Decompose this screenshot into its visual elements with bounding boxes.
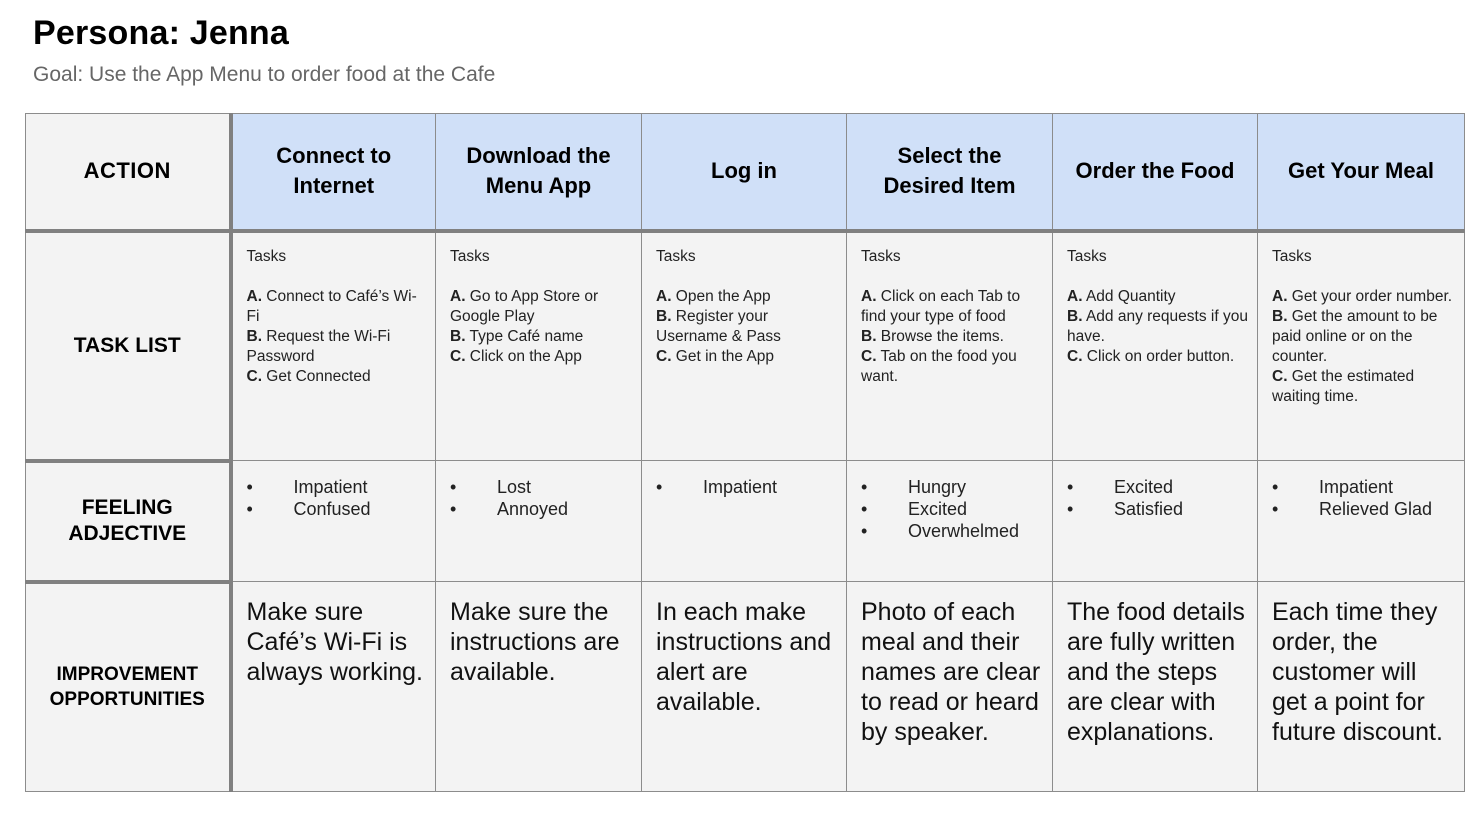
feeling-item	[861, 520, 1046, 542]
feeling-item	[1272, 476, 1458, 498]
task-item	[1272, 287, 1456, 307]
row-label-task-list	[26, 231, 231, 461]
task-text: Get Connected	[262, 367, 371, 385]
row-label-action	[26, 114, 231, 231]
task-item	[656, 287, 838, 307]
task-letter: A.	[1272, 287, 1288, 305]
feeling-text: Impatient	[1319, 477, 1394, 497]
tasks-heading: Tasks	[1067, 247, 1107, 265]
improvement-row	[26, 582, 1465, 792]
page-title: Persona: Jenna	[33, 14, 290, 52]
task-letter: C.	[246, 367, 262, 385]
feeling-list	[233, 461, 436, 520]
feeling-list	[436, 461, 641, 520]
bullet-icon: •	[246, 499, 253, 519]
task-text: Tab on the food you want.	[861, 347, 1017, 385]
stage-header-cell	[642, 114, 847, 231]
task-item	[656, 347, 838, 367]
bullet-icon: •	[656, 477, 663, 497]
journey-map-table	[25, 113, 1465, 792]
task-text: Go to App Store or Google Play	[450, 287, 599, 325]
task-list-cell	[436, 231, 642, 461]
task-item	[861, 327, 1044, 347]
feeling-row	[26, 461, 1465, 582]
feeling-item	[861, 498, 1046, 520]
feeling-list	[1258, 461, 1464, 520]
feeling-cell	[847, 461, 1053, 582]
feeling-list	[1053, 461, 1257, 520]
row-label-feeling	[26, 461, 231, 582]
stage-header-label: Download the Menu App	[466, 143, 611, 199]
task-item	[450, 287, 633, 327]
task-text: Click on order button.	[1082, 347, 1235, 365]
task-item	[656, 307, 838, 347]
bullet-icon: •	[450, 499, 457, 519]
action-row	[26, 114, 1465, 231]
row-label-task-list-text: TASK LIST	[73, 333, 181, 357]
feeling-text: Impatient	[703, 477, 778, 497]
task-list-cell	[1053, 231, 1258, 461]
bullet-icon: •	[1067, 499, 1074, 519]
bullet-icon: •	[450, 477, 457, 497]
feeling-cell	[1053, 461, 1258, 582]
task-item	[450, 347, 633, 367]
feeling-list	[642, 461, 846, 498]
task-text: Browse the items.	[876, 327, 1004, 345]
task-letter: A.	[861, 287, 877, 305]
improvement-text: Make sure Café’s Wi-Fi is always working.	[246, 598, 423, 686]
improvement-cell	[847, 582, 1053, 792]
feeling-cell	[1258, 461, 1465, 582]
task-text: Click on the App	[465, 347, 582, 365]
feeling-item	[656, 476, 840, 498]
bullet-icon: •	[1272, 477, 1279, 497]
task-item	[861, 287, 1044, 327]
bullet-icon: •	[1272, 499, 1279, 519]
feeling-text: Excited	[1114, 477, 1174, 497]
feeling-text: Satisfied	[1114, 499, 1184, 519]
bullet-icon: •	[861, 477, 868, 497]
task-letter: A.	[450, 287, 466, 305]
feeling-text: Impatient	[293, 477, 368, 497]
task-letter: C.	[1272, 367, 1288, 385]
task-letter: C.	[1067, 347, 1083, 365]
feeling-text: Relieved Glad	[1319, 499, 1433, 519]
task-list-cell	[1258, 231, 1465, 461]
task-list-cell	[642, 231, 847, 461]
task-text: Click on each Tab to find your type of food	[861, 287, 1021, 325]
feeling-item	[450, 476, 635, 498]
task-item	[247, 327, 428, 367]
task-letter: B.	[656, 307, 672, 325]
stage-header-cell	[847, 114, 1053, 231]
tasks-heading: Tasks	[861, 247, 901, 265]
task-text: Get the amount to be paid online or on the counter.	[1272, 307, 1438, 365]
task-letter: C.	[861, 347, 877, 365]
task-list-cell	[847, 231, 1053, 461]
improvement-text: In each make instructions and alert are available.	[656, 598, 832, 716]
feeling-item	[450, 498, 635, 520]
feeling-cell	[436, 461, 642, 582]
task-text: Request the Wi-Fi Password	[246, 327, 391, 365]
task-text: Get the estimated waiting time.	[1272, 367, 1415, 405]
task-item	[1067, 347, 1249, 367]
task-item	[1067, 287, 1249, 307]
feeling-item	[247, 498, 430, 520]
feeling-cell	[642, 461, 847, 582]
feeling-item	[1272, 498, 1458, 520]
improvement-text: Each time they order, the customer will get a point for future discount.	[1272, 598, 1443, 746]
feeling-text: Lost	[497, 477, 532, 497]
task-list	[847, 233, 1052, 387]
task-list-cell	[231, 231, 436, 461]
row-label-feeling-line2: ADJECTIVE	[68, 522, 187, 545]
row-label-improvement-line2: OPPORTUNITIES	[49, 689, 205, 711]
row-label-action-text: ACTION	[83, 158, 171, 184]
task-letter: B.	[861, 327, 877, 345]
task-item	[1067, 307, 1249, 347]
task-letter: B.	[450, 327, 466, 345]
task-letter: B.	[1272, 307, 1288, 325]
stage-header-cell	[1258, 114, 1465, 231]
row-label-improvement-line1: IMPROVEMENT	[56, 664, 198, 686]
task-text: Connect to Café’s Wi-Fi	[246, 287, 417, 325]
task-letter: C.	[450, 347, 466, 365]
task-text: Get in the App	[671, 347, 775, 365]
tasks-heading: Tasks	[1272, 247, 1312, 265]
task-item	[861, 347, 1044, 387]
feeling-item	[1067, 498, 1251, 520]
task-text: Add any requests if you have.	[1067, 307, 1248, 345]
stage-header-label: Log in	[711, 158, 777, 184]
stage-header-cell	[436, 114, 642, 231]
task-text: Register your Username & Pass	[656, 307, 781, 345]
bullet-icon: •	[861, 521, 868, 541]
feeling-text: Hungry	[908, 477, 967, 497]
row-label-feeling-line1: FEELING	[81, 496, 173, 519]
bullet-icon: •	[1067, 477, 1074, 497]
feeling-text: Confused	[293, 499, 371, 519]
stage-header-label: Connect to Internet	[276, 143, 392, 199]
feeling-text: Excited	[908, 499, 968, 519]
stage-header-label: Select the Desired Item	[883, 143, 1016, 199]
task-item	[1272, 307, 1456, 367]
task-item	[450, 327, 633, 347]
task-letter: A.	[246, 287, 262, 305]
bullet-icon: •	[246, 477, 253, 497]
feeling-list	[847, 461, 1052, 542]
task-list	[1258, 233, 1464, 407]
tasks-heading: Tasks	[246, 247, 287, 265]
goal-subtitle: Goal: Use the App Menu to order food at the Cafe	[33, 63, 496, 86]
bullet-icon: •	[861, 499, 868, 519]
improvement-cell	[1258, 582, 1465, 792]
stage-header-cell	[1053, 114, 1258, 231]
feeling-item	[247, 476, 430, 498]
task-text: Add Quantity	[1082, 287, 1176, 305]
tasks-heading: Tasks	[656, 247, 696, 265]
stage-header-label: Get Your Meal	[1288, 158, 1434, 184]
task-text: Open the App	[671, 287, 771, 305]
task-letter: B.	[1067, 307, 1083, 325]
task-letter: B.	[246, 327, 262, 345]
stage-header-label: Order the Food	[1075, 158, 1235, 184]
task-letter: C.	[656, 347, 672, 365]
improvement-text: Make sure the instructions are available.	[450, 598, 620, 686]
feeling-text: Overwhelmed	[908, 521, 1020, 541]
task-item	[247, 367, 428, 387]
improvement-cell	[642, 582, 847, 792]
task-item	[247, 287, 428, 327]
feeling-item	[861, 476, 1046, 498]
feeling-cell	[231, 461, 436, 582]
stage-header-cell	[231, 114, 436, 231]
task-text: Get your order number.	[1287, 287, 1453, 305]
improvement-text: The food details are fully written and the steps are clear with explanations.	[1067, 598, 1245, 746]
feeling-item	[1067, 476, 1251, 498]
tasks-heading: Tasks	[450, 247, 490, 265]
improvement-cell	[231, 582, 436, 792]
task-list	[233, 233, 436, 387]
task-item	[1272, 367, 1456, 407]
task-list	[436, 233, 641, 367]
improvement-cell	[1053, 582, 1258, 792]
task-list	[642, 233, 846, 367]
task-text: Type Café name	[465, 327, 584, 345]
feeling-text: Annoyed	[497, 499, 569, 519]
row-label-improvement	[26, 582, 231, 792]
task-list-row	[26, 231, 1465, 461]
improvement-cell	[436, 582, 642, 792]
task-letter: A.	[656, 287, 672, 305]
improvement-text: Photo of each meal and their names are clear to read or heard by speaker.	[861, 598, 1041, 746]
task-letter: A.	[1067, 287, 1083, 305]
task-list	[1053, 233, 1257, 367]
